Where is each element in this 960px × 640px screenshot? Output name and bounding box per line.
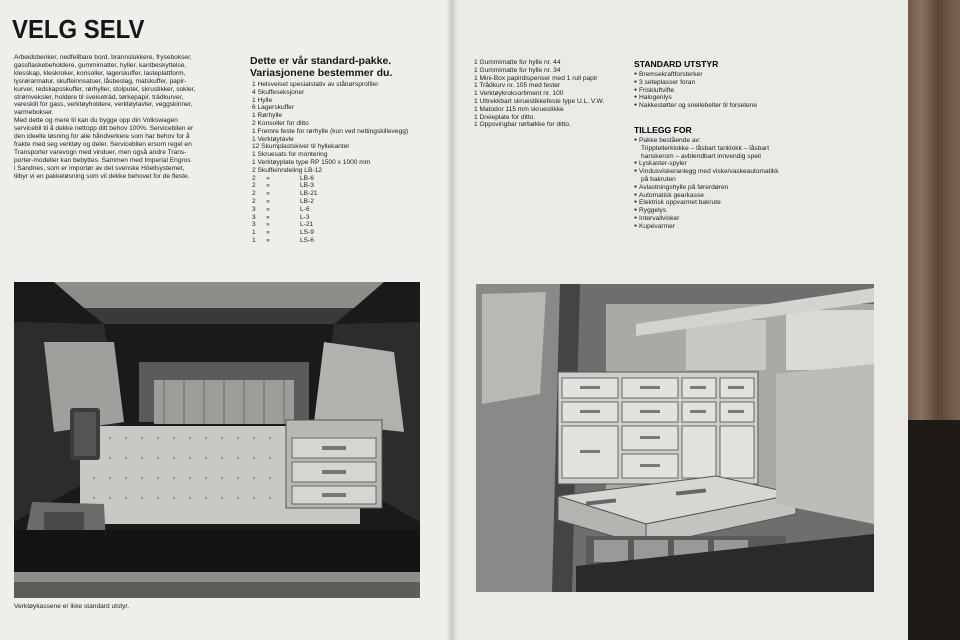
addon-item: ● Elektrisk oppvarmet bakrute	[634, 199, 804, 207]
intro-line: strømveksler, holdere til sveiseträd, tørkepapir, trädkurver,	[14, 93, 184, 101]
drawer-divider-row	[252, 229, 314, 237]
divider-code: LB-6	[300, 174, 314, 182]
van-cargo-photo-right	[476, 284, 874, 592]
package-item: 2 Konsoller for ditto	[252, 119, 309, 127]
divider-code: LS-9	[300, 229, 314, 237]
package-item: 1 Rørhylle	[252, 112, 283, 120]
package-item: 4 Skuffeseksjoner	[252, 88, 305, 96]
divider-qty: 2	[252, 197, 256, 205]
package-item: 2 Skuffeinndeling LB-12	[252, 166, 322, 174]
addon-item: ● Pakke bestående av:	[634, 137, 804, 145]
package-item: 1 Dreieplate for ditto.	[474, 113, 536, 121]
package-list-continued	[474, 59, 634, 129]
drawer-divider-row	[252, 206, 310, 214]
divider-qty: 1	[252, 236, 256, 244]
divider-code: L-6	[300, 205, 310, 213]
addon-list	[634, 137, 804, 231]
intro-line: lysrørarmatur, skuffeinnsatser, låsbeslag, matskuffer, papir-	[14, 77, 187, 85]
divider-mark: »	[266, 236, 270, 244]
package-item: 1 Skruesats for montering	[252, 151, 328, 159]
addon-item: ● Automatisk gearkasse	[634, 192, 804, 200]
intro-line: tilbyr vi en pakkeløsning som vil dekke behovet for de fleste.	[14, 172, 190, 180]
intro-line: Transporter varevogn med vinduer, men også andre Trans-	[14, 148, 187, 156]
intro-line: kurver, redskapsskuffer, rørhyller, stolputer, skrustikker, sokler,	[14, 85, 196, 93]
intro-line: servicebil til å dekke nettopp ditt behov 100%. Servicebilen er	[14, 125, 194, 133]
divider-qty: 2	[252, 174, 256, 182]
wooden-table-background	[905, 0, 960, 640]
intro-line: porter-modeller kan bebyttes. Sammen med Imperial Engros	[14, 156, 191, 164]
divider-mark: »	[266, 182, 270, 190]
intro-line: varmebokser.	[14, 109, 54, 117]
intro-line: Arbeidsbenker, nedfellbare bord, brannslukkere, frysebokser,	[14, 54, 192, 61]
addon-item: ● Lyskaster-spyler	[634, 160, 804, 168]
addon-subitem: Tripptellerklokke – låsbart tanklokk – låsbart	[641, 144, 770, 152]
package-list	[252, 81, 452, 245]
intro-line: den ideelle løsning for alle håndverkere som har behov for å	[14, 133, 190, 141]
standard-item: ● Friskluftvifte	[634, 87, 804, 95]
addon-item: ● Kupévarmer	[634, 223, 804, 231]
package-item: 1 Matodor 115 mm skruestikke	[474, 105, 564, 113]
package-item: 1 Oppsvingbar rørbøkke for ditto.	[474, 121, 571, 129]
divider-mark: »	[266, 190, 270, 198]
drawer-divider-row	[252, 237, 314, 245]
intro-line: frakte med seg verktøy og deler. Servicebilen ersom regel en	[14, 140, 192, 148]
divider-code: L-3	[300, 213, 310, 221]
package-item: 1 Verktøytavle	[252, 135, 294, 143]
divider-qty: 3	[252, 213, 256, 221]
divider-mark: »	[266, 229, 270, 237]
drawer-divider-row	[252, 190, 318, 198]
divider-code: L-21	[300, 221, 314, 229]
package-item: 1 Verktøykroksortiment nr. 100	[474, 90, 564, 98]
drawer-divider-row	[252, 175, 314, 183]
divider-qty: 2	[252, 190, 256, 198]
addon-subitem: hanskerom – avblendbart innvendig speil	[641, 152, 761, 160]
intro-line: Med dette og mere til kan du bygge opp din Volkswagen	[14, 117, 178, 125]
package-item: 1 Mini-Box papirdispenser med 1 rull papir	[474, 74, 598, 82]
addon-subitem: på bakruten	[641, 175, 676, 183]
intro-line: i Sandnes, som er importør av det svenske Höellsystemet,	[14, 164, 185, 172]
package-item: 1 Helsveiset spesialstativ av stålrørsprofiler	[252, 81, 379, 88]
van-cargo-photo-left	[14, 282, 420, 598]
package-heading: Dette er vår standard-pakke. Variasjonene bestemmer du.	[250, 55, 393, 79]
standard-item: ● 3 seteplasser foran	[634, 79, 804, 87]
addon-item: ● Ryggelys	[634, 207, 804, 215]
drawer-divider-row	[252, 198, 314, 206]
addon-heading: TILLEGG FOR	[634, 125, 692, 135]
intro-line: vareskilt for gass, verktøyholdere, verktøytavler, veggskinner,	[14, 101, 193, 109]
standard-equipment-list	[634, 71, 804, 110]
divider-mark: »	[266, 205, 270, 213]
standard-item: ● Bremsekraftforsterker	[634, 71, 804, 79]
divider-code: LB-3	[300, 182, 314, 190]
package-item: 1 Fremre feste for rørhylle (kun ved nettingskillevegg)	[252, 127, 409, 135]
divider-mark: »	[266, 221, 270, 229]
package-item: 1 Uttrekkbart skruestikkefeste type U.L. V.W.	[474, 97, 605, 105]
addon-item: ● Avlastningshylle på førerdøren	[634, 184, 804, 192]
package-item: 1 Hylle	[252, 96, 273, 104]
photo-caption: Verktøykassene er ikke standard utstyr.	[14, 603, 130, 610]
package-item: 1 Verktøyplate type RP 1500 x 1000 mm	[252, 158, 371, 166]
divider-qty: 2	[252, 182, 256, 190]
drawer-divider-row	[252, 214, 310, 222]
package-item: 1 Gummimatte for hylle nr. 34	[474, 66, 561, 74]
divider-code: LB-2	[300, 197, 314, 205]
intro-line: klesskap, kleskroker, konsoller, lagerskuffer, lasteplattform,	[14, 69, 186, 77]
intro-line: gassflaskebeholdere, gummimatter, hyller, kantbeskyttelse,	[14, 61, 187, 69]
divider-qty: 3	[252, 205, 256, 213]
drawer-divider-row	[252, 182, 314, 190]
addon-item: ● Vindusviskeranlegg med viske/vaskeautomatikk	[634, 168, 804, 176]
page-title: VELG SELV	[12, 14, 145, 44]
divider-qty: 3	[252, 221, 256, 229]
page-fold	[446, 0, 458, 640]
package-item: 1 Gummimatte for hylle nr. 44	[474, 59, 561, 66]
divider-mark: »	[266, 197, 270, 205]
drawer-divider-row	[252, 221, 313, 229]
divider-mark: »	[266, 174, 270, 182]
package-item: 12 Skumplastskiver til hyllekanter	[252, 143, 350, 151]
divider-code: LB-21	[300, 190, 318, 198]
left-page	[0, 0, 452, 640]
divider-mark: »	[266, 213, 270, 221]
divider-code: LS-6	[300, 236, 314, 244]
divider-qty: 1	[252, 229, 256, 237]
addon-item: ● Intervallvisker	[634, 215, 804, 223]
intro-text	[14, 54, 224, 181]
package-item: 6 Lagerskuffer	[252, 104, 295, 112]
standard-item: ● Halogenlys	[634, 94, 804, 102]
standard-item: ● Nakkestøtter og snellebelter til forsetene	[634, 102, 804, 110]
package-item: 1 Trådkurv nr. 105 med fester	[474, 82, 561, 90]
standard-equipment-heading: STANDARD UTSTYR	[634, 59, 719, 69]
